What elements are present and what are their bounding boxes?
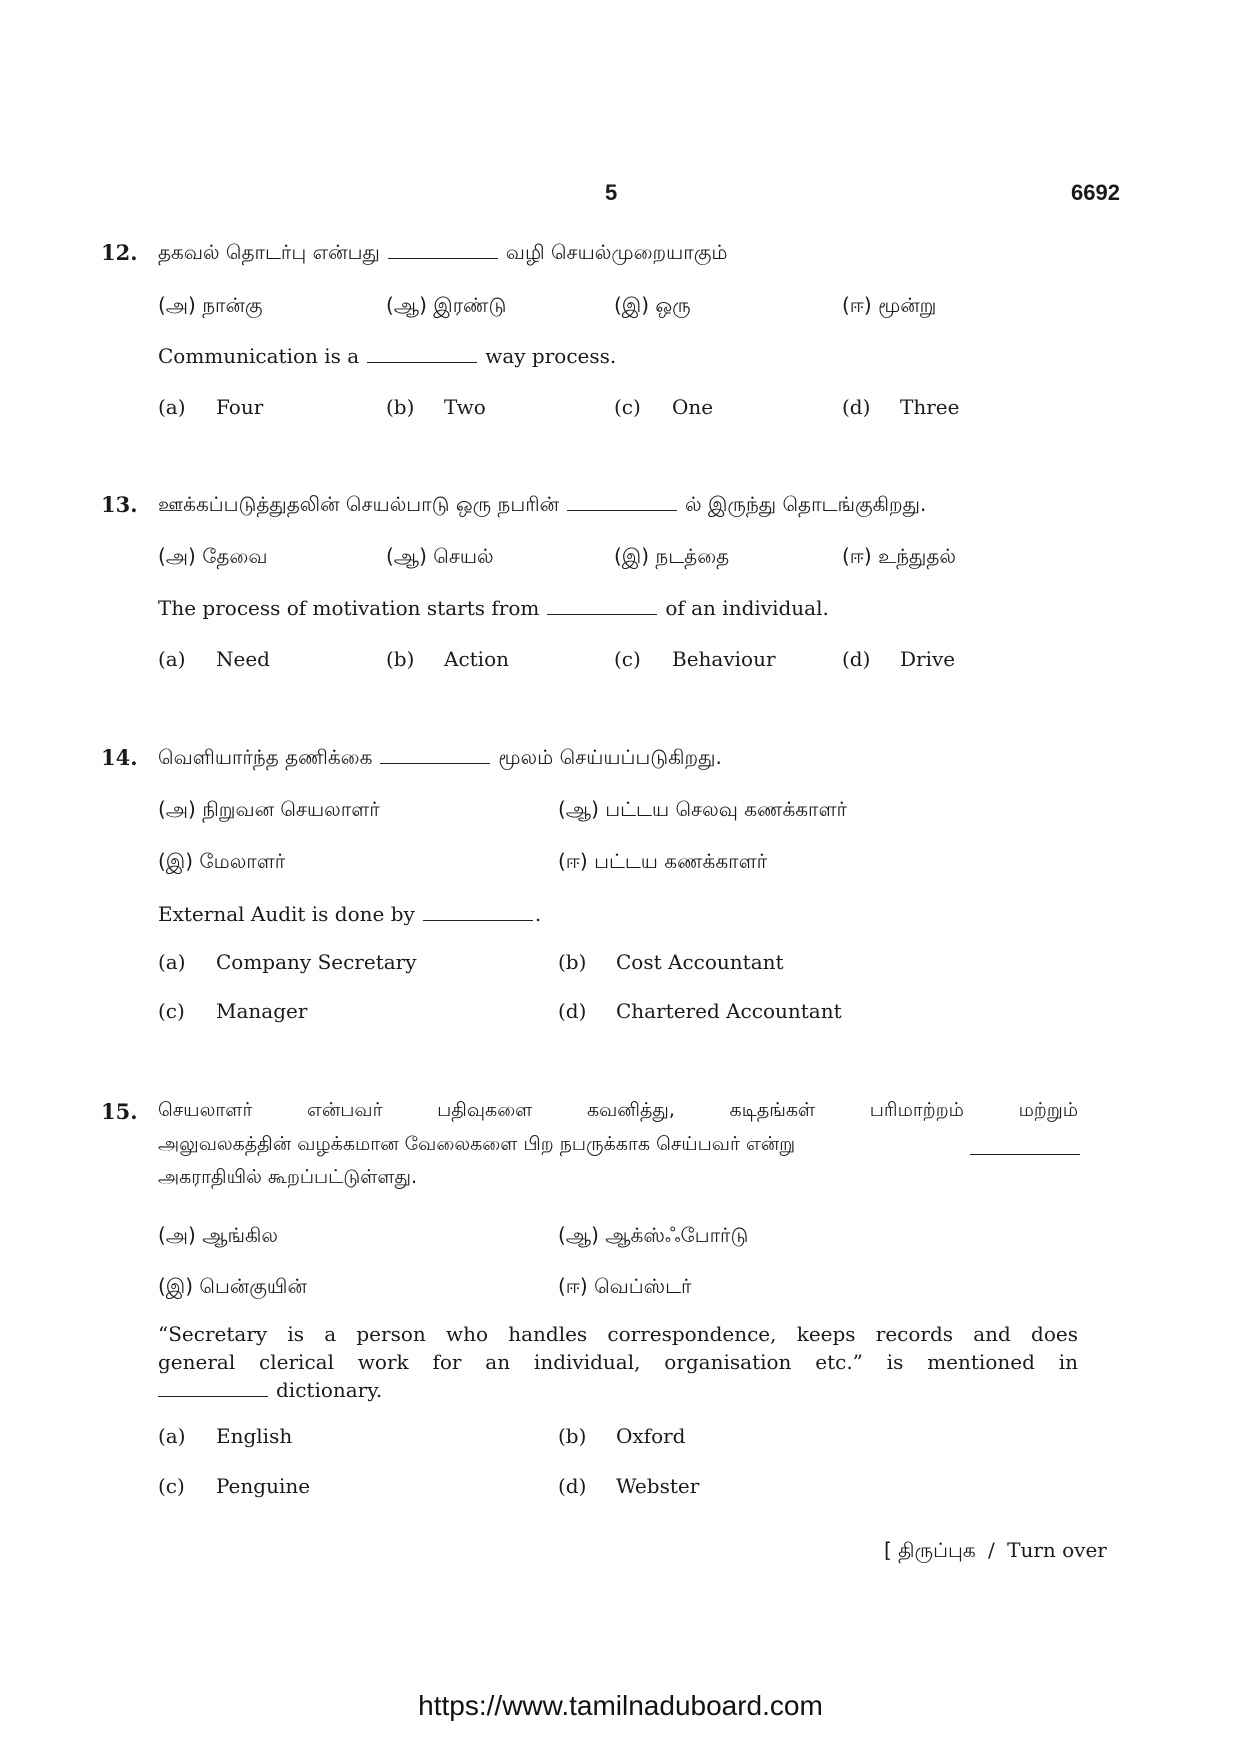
- english-option-c: [158, 999, 307, 1023]
- question-english-text: [158, 902, 541, 926]
- option-label: (b): [558, 1424, 587, 1448]
- answer-blank: [388, 257, 498, 259]
- turn-over-english: Turn over: [1007, 1538, 1107, 1562]
- english-option-d: [842, 395, 959, 419]
- question-tamil-line-2: [158, 1133, 795, 1158]
- english-option-a: [158, 647, 270, 671]
- page-number: 5: [605, 180, 618, 205]
- english-option-b: [386, 647, 509, 671]
- answer-blank: [158, 1395, 268, 1397]
- question-english-text: [158, 344, 616, 368]
- question-english-post: of an individual.: [665, 596, 829, 620]
- answer-blank: [380, 762, 490, 764]
- question-tamil-line-3: அகராதியில் கூறப்பட்டுள்ளது.: [158, 1166, 418, 1188]
- question-tamil-text: [158, 240, 727, 267]
- option-label: (a): [158, 395, 186, 419]
- option-label: (d): [558, 1474, 587, 1498]
- option-text: English: [216, 1424, 293, 1448]
- question-tamil-post: வழி செயல்முறையாகும்: [505, 240, 728, 264]
- question-tamil-text: [158, 492, 926, 519]
- question-english-line-3-text: dictionary.: [276, 1378, 383, 1402]
- option-label: (d): [558, 999, 587, 1023]
- option-text: Two: [444, 395, 486, 419]
- option-text: One: [672, 395, 714, 419]
- english-option-d: [842, 647, 955, 671]
- english-option-b: [558, 950, 784, 974]
- tamil-option-b: (ஆ) இரண்டு: [386, 293, 507, 317]
- option-label: (b): [386, 395, 415, 419]
- question-tamil-post: மூலம் செய்யப்படுகிறது.: [498, 745, 722, 769]
- option-text: Penguine: [216, 1474, 311, 1498]
- question-number: 14.: [101, 745, 138, 770]
- tamil-option-c: (இ) மேலாளர்: [158, 849, 286, 873]
- question-english-post: .: [534, 902, 542, 926]
- option-label: (d): [842, 647, 871, 671]
- question-english-post: way process.: [485, 344, 617, 368]
- option-text: Cost Accountant: [616, 950, 784, 974]
- turn-over-tamil: [ திருப்புக: [884, 1538, 976, 1562]
- english-option-b: [386, 395, 486, 419]
- question-number: 15.: [101, 1099, 138, 1124]
- english-option-c: [614, 395, 713, 419]
- option-text: Need: [216, 647, 270, 671]
- english-option-a: [158, 950, 417, 974]
- tamil-option-b: (ஆ) செயல்: [386, 544, 494, 568]
- option-label: (c): [158, 1474, 185, 1498]
- tamil-option-a: (அ) ஆங்கில: [158, 1223, 278, 1247]
- tamil-option-c: (இ) நடத்தை: [614, 544, 730, 568]
- question-english-pre: The process of motivation starts from: [158, 596, 540, 620]
- answer-blank: [367, 361, 477, 363]
- tamil-option-b: (ஆ) பட்டய செலவு கணக்காளர்: [558, 797, 847, 821]
- option-text: Three: [900, 395, 960, 419]
- english-option-c: [614, 647, 776, 671]
- option-text: Oxford: [616, 1424, 686, 1448]
- question-tamil-pre: தகவல் தொடர்பு என்பது: [158, 240, 380, 264]
- english-option-a: [158, 395, 263, 419]
- answer-blank: [547, 613, 657, 615]
- paper-code: 6692: [1071, 180, 1120, 205]
- option-label: (c): [158, 999, 185, 1023]
- option-text: Webster: [616, 1474, 700, 1498]
- tamil-option-d: (ஈ) வெப்ஸ்டர்: [558, 1274, 692, 1298]
- tamil-option-d: (ஈ) பட்டய கணக்காளர்: [558, 849, 768, 873]
- option-label: (c): [614, 647, 641, 671]
- english-option-d: [558, 999, 842, 1023]
- answer-blank: [567, 509, 677, 511]
- english-option-b: [558, 1424, 685, 1448]
- tamil-option-c: (இ) ஒரு: [614, 293, 691, 317]
- tamil-option-b: (ஆ) ஆக்ஸ்ஃபோர்டு: [558, 1223, 749, 1247]
- option-label: (b): [386, 647, 415, 671]
- question-tamil-line-1: செயலாளர் என்பவர் பதிவுகளை கவனித்து, கடிதங்கள் பரிமாற்றம் மற்றும்: [158, 1099, 1078, 1121]
- footer-url[interactable]: https://www.tamilnaduboard.com: [418, 1690, 823, 1721]
- question-english-text: [158, 596, 829, 620]
- option-label: (a): [158, 950, 186, 974]
- question-english-line-3: [158, 1378, 382, 1402]
- answer-blank: [423, 919, 533, 921]
- option-label: (b): [558, 950, 587, 974]
- question-number: 12.: [101, 240, 138, 265]
- option-text: Four: [216, 395, 264, 419]
- question-tamil-line-2-text: அலுவலகத்தின் வழக்கமான வேலைகளை பிற நபருக்காக செய்பவர் என்று: [158, 1133, 796, 1155]
- tamil-option-a: (அ) நிறுவன செயலாளர்: [158, 797, 380, 821]
- question-tamil-text: [158, 745, 722, 772]
- question-tamil-pre: வெளியார்ந்த தணிக்கை: [158, 745, 373, 769]
- turn-over-note: [884, 1538, 1107, 1565]
- tamil-option-d: (ஈ) உந்துதல்: [842, 544, 957, 568]
- option-label: (a): [158, 1424, 186, 1448]
- question-english-line-2: general clerical work for an individual, organisation etc.” is mentioned in: [158, 1350, 1078, 1374]
- option-label: (a): [158, 647, 186, 671]
- english-option-c: [158, 1474, 310, 1498]
- tamil-option-d: (ஈ) மூன்று: [842, 293, 937, 317]
- question-english-pre: External Audit is done by: [158, 902, 415, 926]
- answer-blank: [970, 1154, 1080, 1155]
- option-text: Drive: [900, 647, 956, 671]
- tamil-option-c: (இ) பென்குயின்: [158, 1274, 307, 1298]
- option-text: Behaviour: [672, 647, 776, 671]
- question-tamil-pre: ஊக்கப்படுத்துதலின் செயல்பாடு ஒரு நபரின்: [158, 492, 559, 516]
- option-label: (c): [614, 395, 641, 419]
- tamil-option-a: (அ) நான்கு: [158, 293, 263, 317]
- english-option-a: [158, 1424, 292, 1448]
- question-english-pre: Communication is a: [158, 344, 360, 368]
- option-label: (d): [842, 395, 871, 419]
- tamil-option-a: (அ) தேவை: [158, 544, 268, 568]
- option-text: Company Secretary: [216, 950, 417, 974]
- option-text: Chartered Accountant: [616, 999, 842, 1023]
- question-english-line-1: “Secretary is a person who handles correspondence, keeps records and does: [158, 1322, 1078, 1346]
- turn-over-separator: /: [988, 1538, 995, 1562]
- question-tamil-post: ல் இருந்து தொடங்குகிறது.: [685, 492, 927, 516]
- english-option-d: [558, 1474, 699, 1498]
- question-number: 13.: [101, 492, 138, 517]
- option-text: Action: [444, 647, 509, 671]
- option-text: Manager: [216, 999, 308, 1023]
